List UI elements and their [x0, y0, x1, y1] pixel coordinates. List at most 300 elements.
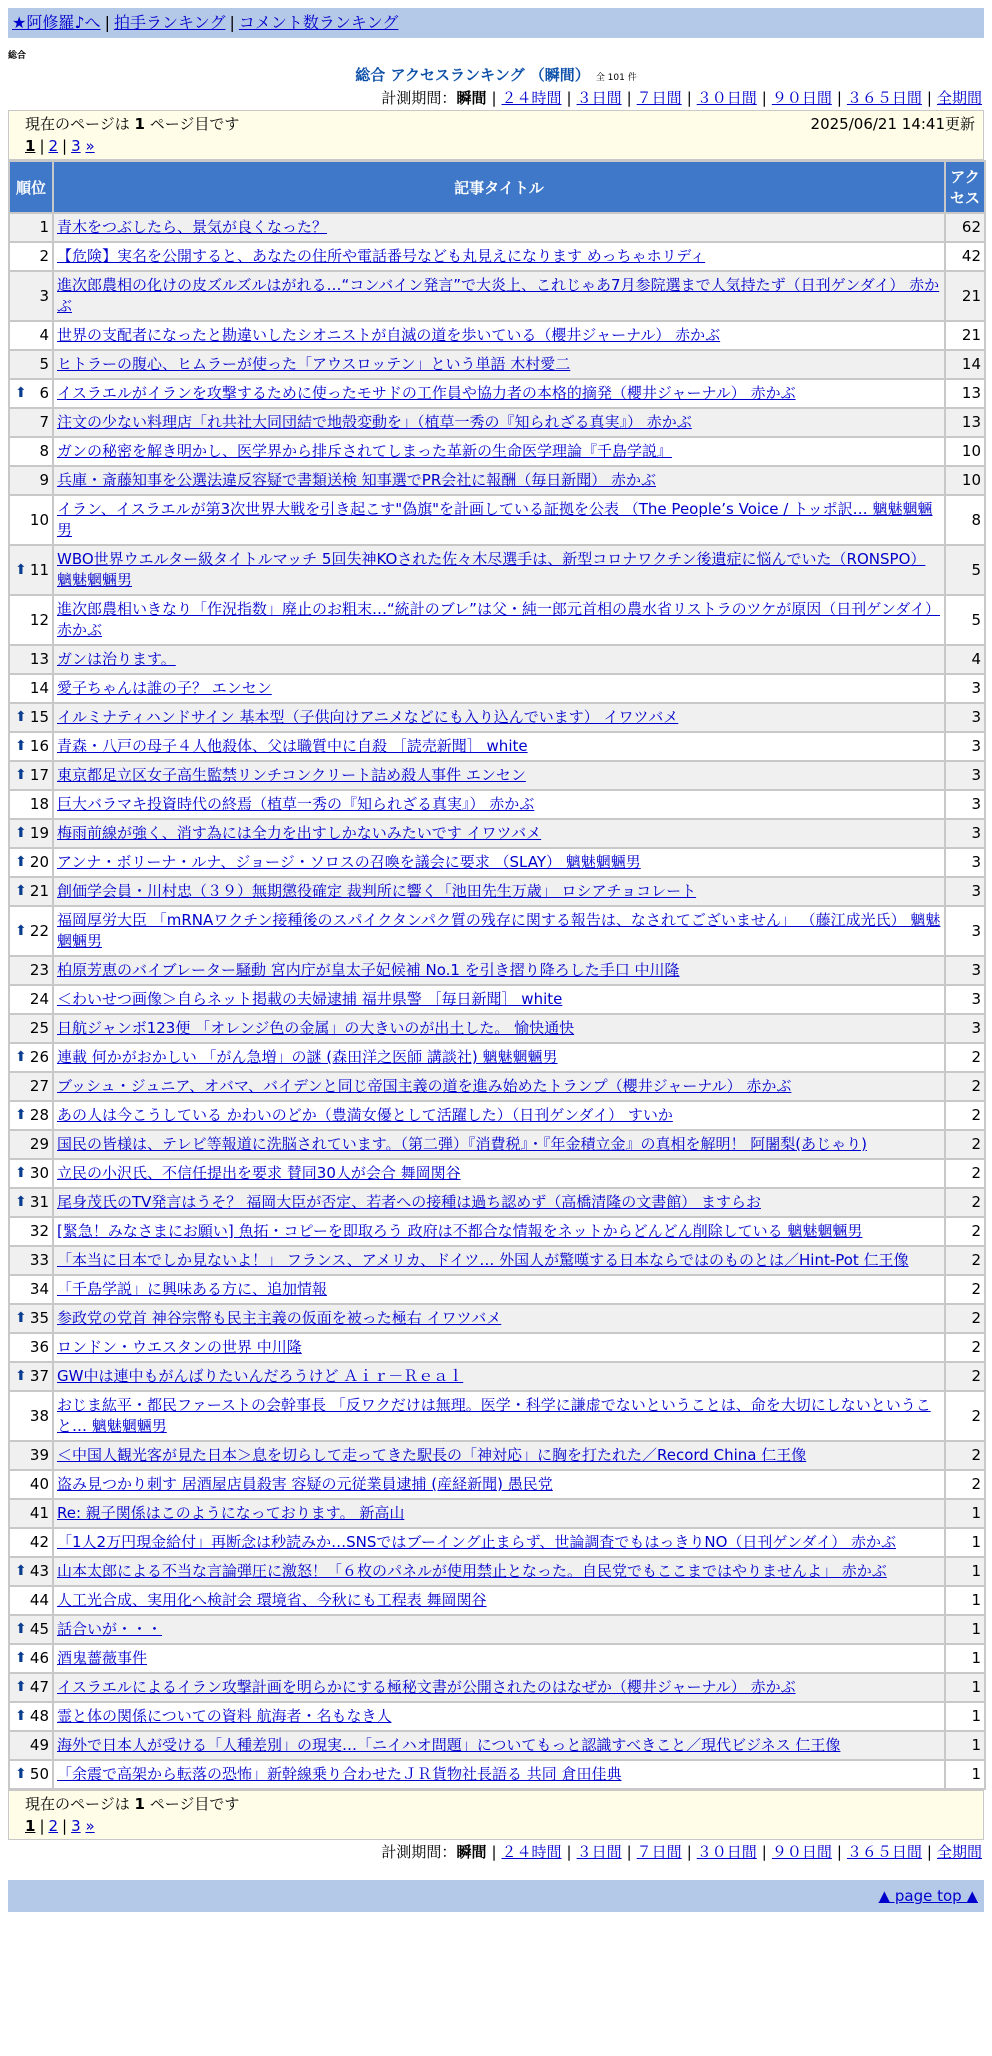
access-count: 3 — [946, 878, 984, 905]
article-link[interactable]: 連載 何かがおかしい 「がん急増」の謎 (森田洋之医師 講談社) 魑魅魍魎男 — [57, 1048, 558, 1066]
article-link[interactable]: 兵庫・斎藤知事を公選法違反容疑で書類送検 知事選でPR会社に報酬（毎日新聞） 赤かぶ — [57, 471, 657, 489]
rank-cell — [10, 596, 52, 644]
table-row — [10, 596, 984, 644]
rank-cell — [10, 496, 52, 544]
access-count: 2 — [946, 1131, 984, 1158]
rank-number: 40 — [29, 1475, 49, 1493]
rank-cell — [10, 646, 52, 673]
rank-cell — [10, 467, 52, 494]
table-row — [10, 1044, 984, 1071]
table-row — [10, 380, 984, 407]
rank-number: 17 — [29, 766, 49, 784]
rank-number: 26 — [29, 1048, 49, 1066]
access-count: 3 — [946, 733, 984, 760]
access-count: 2 — [946, 1334, 984, 1361]
rank-number: 21 — [29, 882, 49, 900]
rank-cell — [10, 1073, 52, 1100]
period-link[interactable]: 全期間 — [936, 1843, 982, 1861]
article-link[interactable]: 注文の少ない料理店「れ共社大同団結で地殻変動を」（植草一秀の『知られざる真実』） 赤かぶ — [57, 413, 692, 431]
access-count: 2 — [946, 1102, 984, 1129]
period-separator: | — [626, 1843, 632, 1861]
rank-up-icon: ⬆ — [15, 561, 27, 578]
article-link[interactable]: 【危険】実名を公開すると、あなたの住所や電話番号なども丸見えになります めっちゃホリディ — [57, 247, 706, 265]
title-cell — [54, 1305, 944, 1332]
article-link[interactable]: ロンドン・ウエスタンの世界 中川隆 — [57, 1338, 302, 1356]
rank-number: 28 — [29, 1106, 49, 1124]
title-cell — [54, 1616, 944, 1643]
rank-cell — [10, 907, 52, 955]
title-cell — [54, 1334, 944, 1361]
table-row — [10, 675, 984, 702]
period-link[interactable]: ２４時間 — [501, 89, 562, 107]
rank-number: 43 — [29, 1562, 49, 1580]
table-row — [10, 1500, 984, 1527]
period-current: 瞬間 — [456, 1843, 487, 1861]
article-link[interactable]: あの人は今こうしている かわいのどか（豊満女優として活躍した）（日刊ゲンダイ） すいか — [57, 1106, 673, 1124]
rank-up-icon: ⬆ — [15, 1650, 27, 1666]
col-header-title: 記事タイトル — [54, 162, 944, 212]
article-link[interactable]: 「本当に日本でしか見ないよ！」 フランス、アメリカ、ドイツ… 外国人が驚嘆する日本ならではのものとは／Hint-Pot 仁王像 — [57, 1251, 909, 1269]
table-row — [10, 1131, 984, 1158]
period-link[interactable]: 全期間 — [936, 89, 982, 107]
rank-cell — [10, 1160, 52, 1187]
rank-number: 15 — [29, 708, 49, 726]
rank-number: 16 — [29, 737, 49, 755]
access-count: 1 — [946, 1645, 984, 1672]
next-page-link[interactable]: » — [85, 1817, 95, 1835]
rank-up-icon: ⬆ — [15, 1049, 27, 1065]
period-separator: | — [926, 89, 932, 107]
total-count: 全 101 件 — [595, 73, 637, 83]
rank-cell — [10, 1674, 52, 1701]
access-count: 2 — [946, 1044, 984, 1071]
rank-number: 44 — [29, 1591, 49, 1609]
rank-cell — [10, 1616, 52, 1643]
rank-cell — [10, 1471, 52, 1498]
rank-number: 10 — [29, 510, 49, 529]
table-row — [10, 1616, 984, 1643]
article-link[interactable]: 愛子ちゃんは誰の子？ エンセン — [57, 679, 272, 697]
period-separator: | — [761, 1843, 767, 1861]
period-link[interactable]: ３６５日間 — [846, 1843, 922, 1861]
article-link[interactable]: 日航ジャンボ123便 「オレンジ色の金属」の大きいのが出土した。 愉快通快 — [57, 1019, 575, 1037]
title-cell — [54, 957, 944, 984]
article-link[interactable]: 話合いが・・・ — [57, 1620, 163, 1638]
table-row — [10, 1587, 984, 1614]
rank-number: 1 — [39, 218, 49, 236]
title-cell — [54, 1732, 944, 1759]
period-link[interactable]: ７日間 — [636, 89, 682, 107]
article-link[interactable]: ヒトラーの腹心、ヒムラーが使った「アウスロッテン」という単語 木村愛二 — [57, 355, 571, 373]
rank-number: 34 — [29, 1280, 49, 1298]
access-count: 3 — [946, 704, 984, 731]
article-link[interactable]: ガンは治ります。 — [57, 650, 176, 668]
rank-cell — [10, 546, 52, 594]
rank-cell — [10, 380, 52, 407]
table-row — [10, 1392, 984, 1440]
period-link[interactable]: ３日間 — [576, 89, 622, 107]
article-link[interactable]: 「千島学説」に興味ある方に、追加情報 — [57, 1280, 328, 1298]
access-count: 62 — [946, 214, 984, 241]
rank-up-icon: ⬆ — [15, 767, 27, 783]
rank-cell — [10, 1732, 52, 1759]
period-separator: | — [566, 1843, 572, 1861]
rank-up-icon: ⬆ — [15, 1708, 27, 1724]
period-separator: | — [686, 1843, 692, 1861]
access-count: 21 — [946, 272, 984, 320]
rank-number: 5 — [39, 355, 49, 373]
access-count: 2 — [946, 1189, 984, 1216]
rank-cell — [10, 1131, 52, 1158]
access-count: 3 — [946, 1015, 984, 1042]
page-separator: | — [62, 1817, 68, 1835]
article-link[interactable]: アンナ・ボリーナ・ルナ、ジョージ・ソロスの召喚を議会に要求 （SLAY） 魑魅魍魎男 — [57, 853, 641, 871]
table-row — [10, 214, 984, 241]
table-row — [10, 1471, 984, 1498]
title-cell — [54, 438, 944, 465]
article-link[interactable]: ブッシュ・ジュニア、オバマ、バイデンと同じ帝国主義の道を進み始めたトランプ（櫻井ジャーナル） 赤かぶ — [57, 1077, 792, 1095]
rank-number: 27 — [29, 1077, 49, 1095]
rank-number: 3 — [39, 286, 49, 305]
table-row — [10, 733, 984, 760]
ranking-title: 総合 アクセスランキング （瞬間） — [355, 66, 590, 84]
table-row — [10, 1645, 984, 1672]
period-link[interactable]: ３０日間 — [696, 1843, 757, 1861]
rank-cell — [10, 791, 52, 818]
title-cell — [54, 214, 944, 241]
article-link[interactable]: 「余震で高架から転落の恐怖」新幹線乗り合わせたＪＲ貨物社長語る 共同 倉田佳典 — [57, 1765, 622, 1783]
access-count: 3 — [946, 675, 984, 702]
nav-separator: | — [229, 13, 235, 32]
table-row — [10, 1218, 984, 1245]
article-link[interactable]: 尾身茂氏のTV発言はうそ？ 福岡大臣が否定、若者への接種は過ち認めず（高橋清隆の文書館） ますらお — [57, 1193, 761, 1211]
rank-cell — [10, 1276, 52, 1303]
access-count: 1 — [946, 1761, 984, 1788]
rank-number: 49 — [29, 1736, 49, 1754]
access-count: 2 — [946, 1442, 984, 1469]
article-link[interactable]: ＜わいせつ画像＞自らネット掲載の夫婦逮捕 福井県警 ［毎日新聞］ white — [57, 990, 563, 1008]
rank-up-icon: ⬆ — [15, 709, 27, 725]
rank-number: 23 — [29, 961, 49, 979]
col-header-rank: 順位 — [10, 162, 52, 212]
rank-up-icon: ⬆ — [15, 1766, 27, 1782]
table-row — [10, 986, 984, 1013]
home-link[interactable]: ★阿修羅♪へ — [12, 13, 101, 32]
article-link[interactable]: 青森・八戸の母子４人他殺体、父は職質中に自殺 ［読売新聞］ white — [57, 737, 528, 755]
article-link[interactable]: Re: 親子関係はこのようになっております。 新高山 — [57, 1504, 405, 1522]
rank-cell — [10, 704, 52, 731]
title-cell — [54, 1131, 944, 1158]
table-row — [10, 1363, 984, 1390]
access-count: 3 — [946, 791, 984, 818]
article-link[interactable]: おじま紘平・都民ファーストの会幹事長 「反ワクだけは無理。医学・科学に謙虚でないということは、命を大切にしないということ… 魑魅魍魎男 — [57, 1396, 931, 1435]
footer-bar — [8, 1880, 984, 1912]
article-link[interactable]: 柏原芳恵のバイブレーター騒動 宮内庁が皇太子妃候補 No.1 を引き摺り降ろした手口 中川隆 — [57, 961, 680, 979]
access-count: 1 — [946, 1558, 984, 1585]
current-page-info: 現在のページは 1 ページ目です — [25, 115, 240, 133]
title-cell — [54, 467, 944, 494]
article-link[interactable]: WBO世界ウエルター級タイトルマッチ 5回失神KOされた佐々木尽選手は、新型コロナワクチン後遺症に悩んでいた（RONSPO） 魑魅魍魎男 — [57, 550, 926, 589]
title-cell — [54, 1587, 944, 1614]
title-cell — [54, 1558, 944, 1585]
access-count: 2 — [946, 1276, 984, 1303]
title-cell — [54, 1247, 944, 1274]
table-row — [10, 272, 984, 320]
table-row — [10, 1189, 984, 1216]
rank-cell — [10, 351, 52, 378]
access-count: 3 — [946, 986, 984, 1013]
rank-up-icon: ⬆ — [15, 1194, 27, 1210]
rank-up-icon: ⬆ — [15, 738, 27, 754]
table-row — [10, 1160, 984, 1187]
rank-cell — [10, 243, 52, 270]
table-row — [10, 762, 984, 789]
table-row — [10, 1674, 984, 1701]
next-page-link[interactable]: » — [85, 137, 95, 155]
top-nav — [8, 8, 984, 38]
rank-up-icon: ⬆ — [15, 1165, 27, 1181]
title-cell — [54, 1160, 944, 1187]
title-cell — [54, 1761, 944, 1788]
access-count: 1 — [946, 1500, 984, 1527]
title-cell — [54, 907, 944, 955]
title-cell — [54, 380, 944, 407]
rank-cell — [10, 986, 52, 1013]
table-row — [10, 322, 984, 349]
access-count: 2 — [946, 1471, 984, 1498]
page-links — [25, 135, 975, 157]
page-title — [8, 64, 984, 86]
rank-up-icon: ⬆ — [15, 854, 27, 870]
rank-number: 9 — [39, 471, 49, 489]
rank-up-icon: ⬆ — [15, 1563, 27, 1579]
rank-up-icon: ⬆ — [15, 883, 27, 899]
period-separator: | — [626, 89, 632, 107]
access-count: 3 — [946, 820, 984, 847]
period-label: 計測期間： — [381, 1843, 457, 1861]
period-link[interactable]: ９０日間 — [771, 1843, 832, 1861]
pagination-top — [8, 110, 984, 160]
article-link[interactable]: 福岡厚労大臣 「mRNAワクチン接種後のスパイクタンパク質の残存に関する報告は、なされてございません」 （藤江成光氏） 魑魅魍魎男 — [57, 911, 941, 950]
period-separator: | — [686, 89, 692, 107]
article-link[interactable]: 東京都足立区女子高生監禁リンチコンクリート詰め殺人事件 エンセン — [57, 766, 526, 784]
access-count: 4 — [946, 646, 984, 673]
clap-ranking-link[interactable]: 拍手ランキング — [113, 13, 226, 32]
rank-number: 13 — [29, 650, 49, 668]
table-row — [10, 438, 984, 465]
title-cell — [54, 675, 944, 702]
title-cell — [54, 596, 944, 644]
article-link[interactable]: 山本太郎による不当な言論弾圧に激怒！「６枚のパネルが使用禁止となった。自民党でもここまではやりませんよ」 赤かぶ — [57, 1562, 887, 1580]
table-row — [10, 1073, 984, 1100]
rank-number: 11 — [29, 560, 49, 579]
article-link[interactable]: ガンの秘密を解き明かし、医学界から排斥されてしまった革新の生命医学理論『千島学説』 — [57, 442, 673, 460]
table-row — [10, 1761, 984, 1788]
period-link[interactable]: ２４時間 — [501, 1843, 562, 1861]
period-link[interactable]: ７日間 — [636, 1843, 682, 1861]
access-count: 10 — [946, 438, 984, 465]
article-link[interactable]: 進次郎農相いきなり「作況指数」廃止のお粗末…“統計のブレ”は父・純一郎元首相の農水省リストラのツケが原因（日刊ゲンダイ） 赤かぶ — [57, 600, 940, 639]
table-row — [10, 1703, 984, 1730]
period-separator: | — [836, 1843, 842, 1861]
access-count: 3 — [946, 957, 984, 984]
period-separator: | — [836, 89, 842, 107]
access-count: 8 — [946, 496, 984, 544]
access-count: 1 — [946, 1703, 984, 1730]
rank-up-icon: ⬆ — [15, 1368, 27, 1384]
article-link[interactable]: 立民の小沢氏、不信任提出を要求 賛同30人が会合 舞岡関谷 — [57, 1164, 461, 1182]
rank-cell — [10, 1500, 52, 1527]
article-link[interactable]: 霊と体の関係についての資料 航海者・名もなき人 — [57, 1707, 392, 1725]
period-link[interactable]: ９０日間 — [771, 89, 832, 107]
pagination-bottom — [8, 1790, 984, 1840]
page-links — [25, 1815, 975, 1837]
rank-cell — [10, 820, 52, 847]
article-link[interactable]: イルミナティハンドサイン 基本型（子供向けアニメなどにも入り込んでいます） イワツバメ — [57, 708, 679, 726]
table-row — [10, 1305, 984, 1332]
article-link[interactable]: 創価学会員・川村忠（３９）無期懲役確定 裁判所に響く「池田先生万歳」 ロシアチョコレート — [57, 882, 697, 900]
title-cell — [54, 1703, 944, 1730]
period-link[interactable]: ３日間 — [576, 1843, 622, 1861]
article-link[interactable]: ＜中国人観光客が見た日本＞息を切らして走ってきた駅長の「神対応」に胸を打たれた／Record China 仁王像 — [57, 1446, 807, 1464]
rank-cell — [10, 1645, 52, 1672]
article-link[interactable]: 梅雨前線が強く、消す為には全力を出すしかないみたいです イワツバメ — [57, 824, 542, 842]
table-row — [10, 1276, 984, 1303]
page-top-link[interactable]: ▲ page top ▲ — [878, 1887, 978, 1905]
rank-cell — [10, 849, 52, 876]
title-cell — [54, 272, 944, 320]
article-link[interactable]: 巨大バラマキ投資時代の終焉（植草一秀の『知られざる真実』） 赤かぶ — [57, 795, 535, 813]
article-link[interactable]: 人工光合成、実用化へ検討会 環境省、今秋にも工程表 舞岡関谷 — [57, 1591, 487, 1609]
rank-cell — [10, 1529, 52, 1556]
nav-separator: | — [104, 13, 110, 32]
article-link[interactable]: 盗み見つかり刺す 居酒屋店員殺害 容疑の元従業員逮捕 (産経新聞) 愚民党 — [57, 1475, 553, 1493]
article-link[interactable]: イスラエルがイランを攻撃するために使ったモサドの工作員や協力者の本格的摘発（櫻井ジャーナル） 赤かぶ — [57, 384, 796, 402]
page-link[interactable]: 2 — [48, 137, 59, 155]
current-page-info: 現在のページは 1 ページ目です — [25, 1795, 240, 1813]
updated-timestamp: 2025/06/21 14:41更新 — [810, 115, 975, 133]
rank-cell — [10, 409, 52, 436]
rank-number: 18 — [29, 795, 49, 813]
access-count: 3 — [946, 907, 984, 955]
rank-up-icon: ⬆ — [15, 922, 27, 939]
col-header-access: アクセス — [946, 162, 984, 212]
rank-number: 39 — [29, 1446, 49, 1464]
access-count: 3 — [946, 849, 984, 876]
rank-up-icon: ⬆ — [15, 1107, 27, 1123]
access-count: 2 — [946, 1073, 984, 1100]
access-count: 42 — [946, 243, 984, 270]
rank-cell — [10, 1761, 52, 1788]
page-link[interactable]: 2 — [48, 1817, 59, 1835]
rank-number: 38 — [29, 1406, 49, 1425]
article-link[interactable]: 世界の支配者になったと勘違いしたシオニストが自滅の道を歩いている（櫻井ジャーナル） 赤かぶ — [57, 326, 721, 344]
comment-ranking-link[interactable]: コメント数ランキング — [238, 13, 399, 32]
article-link[interactable]: 国民の皆様は、テレビ等報道に洗脳されています。（第二弾）『消費税』・『年金積立金』の真相を解明！ 阿闍梨(あじゃり) — [57, 1135, 867, 1153]
article-link[interactable]: 青木をつぶしたら、景気が良くなった？ — [57, 218, 328, 236]
rank-cell — [10, 762, 52, 789]
period-link[interactable]: ３６５日間 — [846, 89, 922, 107]
rank-number: 33 — [29, 1251, 49, 1269]
title-cell — [54, 322, 944, 349]
rank-cell — [10, 1247, 52, 1274]
rank-number: 37 — [29, 1367, 49, 1385]
access-count: 1 — [946, 1674, 984, 1701]
rank-cell — [10, 1558, 52, 1585]
rank-cell — [10, 733, 52, 760]
article-link[interactable]: イスラエルによるイラン攻撃計画を明らかにする極秘文書が公開されたのはなぜか（櫻井ジャーナル） 赤かぶ — [57, 1678, 796, 1696]
article-link[interactable]: 海外で日本人が受ける「人種差別」の現実…「ニイハオ問題」についてもっと認識すべきこと／現代ビジネス 仁王像 — [57, 1736, 841, 1754]
rank-cell — [10, 272, 52, 320]
title-cell — [54, 1645, 944, 1672]
rank-number: 36 — [29, 1338, 49, 1356]
rank-number: 50 — [29, 1765, 49, 1783]
rank-number: 14 — [29, 679, 49, 697]
access-count: 2 — [946, 1363, 984, 1390]
period-link[interactable]: ３０日間 — [696, 89, 757, 107]
rank-cell — [10, 957, 52, 984]
table-row — [10, 1015, 984, 1042]
article-link[interactable]: [緊急！みなさまにお願い] 魚拓・コピーを即取ろう 政府は不都合な情報をネットからどんどん削除している 魑魅魍魎男 — [57, 1222, 863, 1240]
rank-cell — [10, 1334, 52, 1361]
title-cell — [54, 1218, 944, 1245]
article-link[interactable]: 酒鬼薔薇事件 — [57, 1649, 148, 1667]
title-cell — [54, 409, 944, 436]
table-row — [10, 546, 984, 594]
period-label: 計測期間： — [381, 89, 457, 107]
title-cell — [54, 496, 944, 544]
article-link[interactable]: イラン、イスラエルが第3次世界大戦を引き起こす"偽旗"を計画している証拠を公表 （The People’s Voice / トッポ訳… 魑魅魍魎男 — [57, 500, 933, 539]
page-link[interactable]: 3 — [71, 1817, 81, 1835]
title-cell — [54, 1500, 944, 1527]
article-link[interactable]: GW中は連中もがんばりたいんだろうけど Ａｉｒ－Ｒｅａｌ — [57, 1367, 464, 1385]
table-row — [10, 646, 984, 673]
access-count: 13 — [946, 409, 984, 436]
title-cell — [54, 762, 944, 789]
access-count: 1 — [946, 1616, 984, 1643]
ranking-table — [8, 160, 986, 1790]
rank-up-icon: ⬆ — [15, 1310, 27, 1326]
table-row — [10, 243, 984, 270]
access-count: 13 — [946, 380, 984, 407]
current-page-number: 1 — [25, 137, 36, 155]
article-link[interactable]: 進次郎農相の化けの皮ズルズルはがれる…“コンバイン発言”で大炎上、これじゃあ7月参院選まで人気持たず（日刊ゲンダイ） 赤かぶ — [57, 276, 940, 315]
title-cell — [54, 1015, 944, 1042]
table-row — [10, 907, 984, 955]
rank-up-icon: ⬆ — [15, 1679, 27, 1695]
category-label: 総合 — [8, 51, 27, 61]
access-count: 1 — [946, 1529, 984, 1556]
title-cell — [54, 791, 944, 818]
article-link[interactable]: 参政党の党首 神谷宗幣も民主主義の仮面を被った極右 イワツバメ — [57, 1309, 502, 1327]
table-row — [10, 1247, 984, 1274]
rank-cell — [10, 1015, 52, 1042]
article-link[interactable]: 「1人2万円現金給付」再断念は秒読みか…SNSではブーイング止まらず、世論調査でもはっきりNO（日刊ゲンダイ） 赤かぶ — [57, 1533, 897, 1551]
page-link[interactable]: 3 — [71, 137, 81, 155]
table-row — [10, 1442, 984, 1469]
rank-cell — [10, 1218, 52, 1245]
title-cell — [54, 1189, 944, 1216]
period-separator: | — [926, 1843, 932, 1861]
rank-number: 35 — [29, 1309, 49, 1327]
access-count: 2 — [946, 1247, 984, 1274]
rank-cell — [10, 1363, 52, 1390]
title-cell — [54, 1102, 944, 1129]
rank-number: 4 — [39, 326, 49, 344]
page-separator: | — [39, 1817, 45, 1835]
title-cell — [54, 1471, 944, 1498]
title-cell — [54, 986, 944, 1013]
